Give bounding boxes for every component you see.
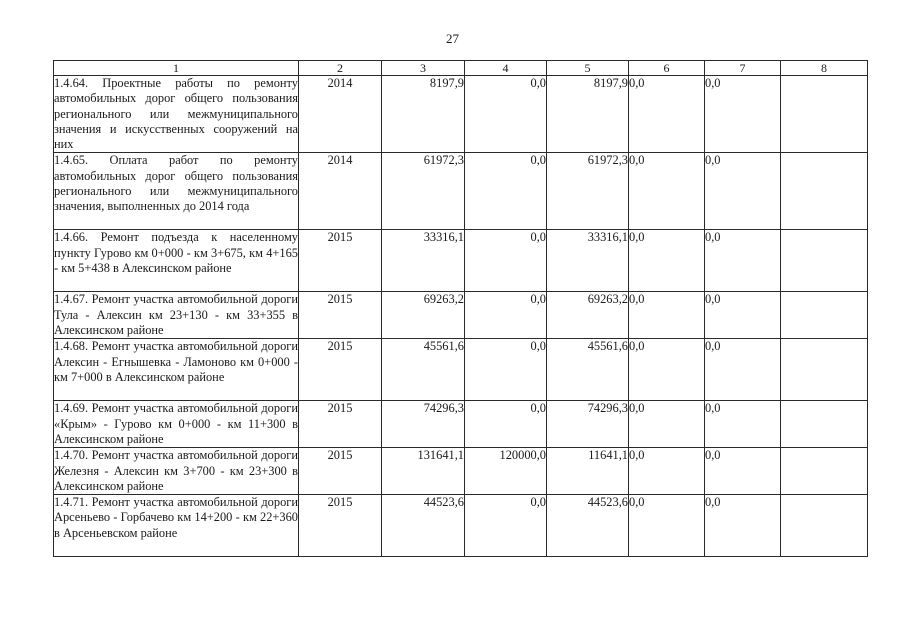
row-year: 2015 bbox=[299, 339, 382, 401]
cell-col4: 0,0 bbox=[465, 76, 547, 153]
cell-col8 bbox=[781, 401, 868, 448]
row-year: 2015 bbox=[299, 292, 382, 339]
row-description: 1.4.71. Ремонт участка автомобильной дороги Арсеньево - Горбачево км 14+200 - км 22+360 в Арсеньевском районе bbox=[54, 495, 299, 557]
cell-col5: 69263,2 bbox=[547, 292, 629, 339]
cell-col6: 0,0 bbox=[629, 153, 705, 230]
cell-col5: 74296,3 bbox=[547, 401, 629, 448]
row-description: 1.4.69. Ремонт участка автомобильной дороги «Крым» - Гурово км 0+000 - км 11+300 в Алексинском районе bbox=[54, 401, 298, 446]
cell-col3: 44523,6 bbox=[382, 495, 465, 557]
page-number: 27 bbox=[446, 31, 459, 46]
cell-col5: 45561,6 bbox=[547, 339, 629, 401]
table-row bbox=[54, 76, 868, 153]
cell-col8 bbox=[781, 230, 868, 292]
table-row bbox=[54, 153, 868, 230]
cell-col7: 0,0 bbox=[705, 76, 781, 153]
cell-col6: 0,0 bbox=[629, 339, 705, 401]
cell-col8 bbox=[781, 153, 868, 230]
cell-col8 bbox=[781, 292, 868, 339]
row-year: 2015 bbox=[299, 448, 382, 495]
column-header: 1 bbox=[54, 61, 299, 76]
cell-col7: 0,0 bbox=[705, 230, 781, 292]
column-header: 2 bbox=[299, 61, 382, 76]
cell-col3: 61972,3 bbox=[382, 153, 465, 230]
cell-col5: 33316,1 bbox=[547, 230, 629, 292]
row-description: 1.4.70. Ремонт участка автомобильной дороги Железня - Алексин км 3+700 - км 23+300 в Алексинском районе bbox=[54, 448, 298, 493]
table-row bbox=[54, 292, 868, 339]
cell-col7: 0,0 bbox=[705, 448, 781, 495]
row-year: 2014 bbox=[299, 76, 382, 153]
cell-col3: 74296,3 bbox=[382, 401, 465, 448]
cell-col6: 0,0 bbox=[629, 495, 705, 557]
row-description: 1.4.68. Ремонт участка автомобильной дороги Алексин - Егнышевка - Ламоново км 0+000 - км 7+000 в Алексинском районе bbox=[54, 339, 299, 401]
cell-col6: 0,0 bbox=[629, 76, 705, 153]
cell-col4: 0,0 bbox=[465, 153, 547, 230]
cell-col6: 0,0 bbox=[629, 448, 705, 495]
cell-col5: 8197,9 bbox=[547, 76, 629, 153]
cell-col5: 11641,1 bbox=[547, 448, 629, 495]
cell-col6: 0,0 bbox=[629, 401, 705, 448]
column-header: 3 bbox=[382, 61, 465, 76]
header-row bbox=[54, 61, 868, 76]
cell-col7: 0,0 bbox=[705, 401, 781, 448]
cell-col8 bbox=[781, 339, 868, 401]
row-description: 1.4.66. Ремонт подъезда к населенному пункту Гурово км 0+000 - км 3+675, км 4+165 - км 5+438 в Алексинском районе bbox=[54, 230, 299, 292]
cell-col5: 61972,3 bbox=[547, 153, 629, 230]
cell-col4: 0,0 bbox=[465, 495, 547, 557]
cell-col3: 69263,2 bbox=[382, 292, 465, 339]
cell-col8 bbox=[781, 495, 868, 557]
cell-col6: 0,0 bbox=[629, 230, 705, 292]
table-row bbox=[54, 339, 868, 401]
cell-col3: 131641,1 bbox=[382, 448, 465, 495]
cell-col5: 44523,6 bbox=[547, 495, 629, 557]
column-header: 4 bbox=[465, 61, 547, 76]
column-header: 6 bbox=[629, 61, 705, 76]
row-description: 1.4.67. Ремонт участка автомобильной дороги Тула - Алексин км 23+130 - км 33+355 в Алексинском районе bbox=[54, 292, 298, 338]
row-year: 2015 bbox=[299, 230, 382, 292]
data-table bbox=[53, 60, 868, 557]
table-row bbox=[54, 495, 868, 557]
column-header: 7 bbox=[705, 61, 781, 76]
table-row bbox=[54, 401, 868, 448]
table-row bbox=[54, 448, 868, 495]
column-header: 8 bbox=[781, 61, 868, 76]
cell-col3: 8197,9 bbox=[382, 76, 465, 153]
cell-col4: 0,0 bbox=[465, 292, 547, 339]
cell-col4: 0,0 bbox=[465, 339, 547, 401]
cell-col3: 45561,6 bbox=[382, 339, 465, 401]
table-row bbox=[54, 230, 868, 292]
row-year: 2015 bbox=[299, 495, 382, 557]
row-description: 1.4.64. Проектные работы по ремонту автомобильных дорог общего пользования регионального или межмуниципального значения и искусственных сооружений на них bbox=[54, 76, 298, 152]
cell-col4: 120000,0 bbox=[465, 448, 547, 495]
cell-col4: 0,0 bbox=[465, 401, 547, 448]
row-description: 1.4.65. Оплата работ по ремонту автомобильных дорог общего пользования регионального или межмуниципального значения, выполненных до 2014 года bbox=[54, 153, 299, 230]
row-year: 2014 bbox=[299, 153, 382, 230]
cell-col7: 0,0 bbox=[705, 339, 781, 401]
cell-col8 bbox=[781, 448, 868, 495]
cell-col7: 0,0 bbox=[705, 495, 781, 557]
cell-col7: 0,0 bbox=[705, 153, 781, 230]
cell-col8 bbox=[781, 76, 868, 153]
cell-col7: 0,0 bbox=[705, 292, 781, 339]
row-year: 2015 bbox=[299, 401, 382, 448]
cell-col3: 33316,1 bbox=[382, 230, 465, 292]
cell-col6: 0,0 bbox=[629, 292, 705, 339]
cell-col4: 0,0 bbox=[465, 230, 547, 292]
column-header: 5 bbox=[547, 61, 629, 76]
